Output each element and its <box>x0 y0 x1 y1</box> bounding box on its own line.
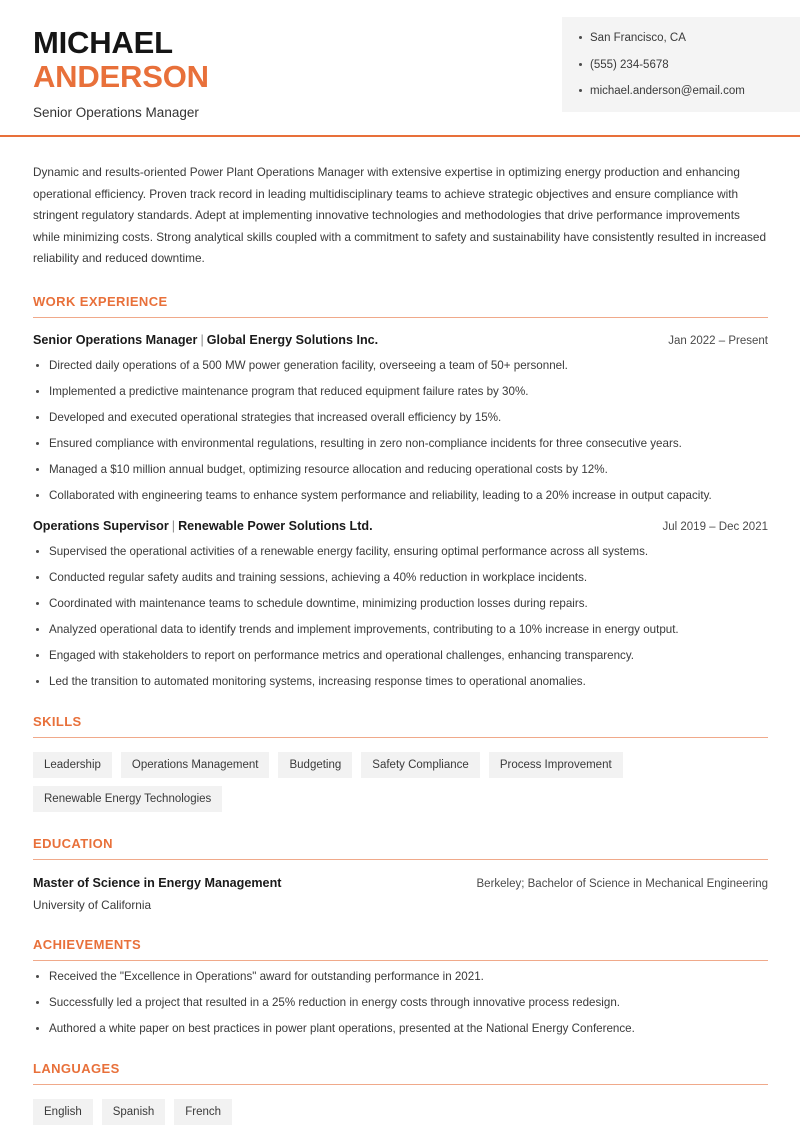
full-name <box>33 26 209 60</box>
language-pill-list <box>33 1099 773 1125</box>
work-bullet-item: Led the transition to automated monitoring systems, increasing response times to operational anomalies. <box>33 674 768 690</box>
work-bullet-item: Managed a $10 million annual budget, optimizing resource allocation and reducing operational costs by 12%. <box>33 462 768 478</box>
work-entry <box>33 518 768 690</box>
skill-pill-list <box>33 752 773 812</box>
section-title-work-experience: WORK EXPERIENCE <box>33 293 168 309</box>
section-languages <box>33 1061 768 1125</box>
skill-pill: Process Improvement <box>489 752 623 778</box>
resume-header <box>0 0 800 136</box>
last-name: ANDERSON <box>33 59 209 94</box>
work-entry-title <box>33 332 378 349</box>
first-name: MICHAEL <box>33 25 173 60</box>
achievement-item: Received the "Excellence in Operations" award for outstanding performance in 2021. <box>33 969 768 985</box>
work-bullet-item: Directed daily operations of a 500 MW power generation facility, overseeing a team of 50+ personnel. <box>33 358 768 374</box>
work-bullet-item: Engaged with stakeholders to report on performance metrics and operational challenges, enhancing transparency. <box>33 648 768 664</box>
work-entry-date: Jul 2019 – Dec 2021 <box>662 520 768 533</box>
work-bullet-item: Implemented a predictive maintenance program that reduced equipment failure rates by 30%. <box>33 384 768 400</box>
work-entry-header <box>33 518 768 536</box>
section-divider <box>33 317 768 318</box>
work-bullet-item: Coordinated with maintenance teams to schedule downtime, minimizing production losses during repairs. <box>33 596 768 612</box>
work-entry-bullets <box>33 544 768 690</box>
section-education <box>33 836 768 913</box>
section-skills <box>33 714 768 812</box>
contact-info-box <box>562 17 800 112</box>
education-entry-header <box>33 875 768 893</box>
work-entry-date: Jan 2022 – Present <box>668 334 768 347</box>
skill-pill: Safety Compliance <box>361 752 480 778</box>
skill-pill: Renewable Energy Technologies <box>33 786 222 812</box>
skill-pill: Leadership <box>33 752 112 778</box>
section-divider <box>33 960 768 961</box>
work-bullet-item: Collaborated with engineering teams to enhance system performance and reliability, leading to a 20% increase in output capacity. <box>33 488 768 504</box>
education-extra: Berkeley; Bachelor of Science in Mechanical Engineering <box>476 877 768 890</box>
work-entry-company: Global Energy Solutions Inc. <box>206 332 379 347</box>
section-divider <box>33 1084 768 1085</box>
section-work-experience <box>33 294 768 690</box>
language-pill: French <box>174 1099 232 1125</box>
headline-job-title: Senior Operations Manager <box>33 105 199 120</box>
skill-pill: Operations Management <box>121 752 270 778</box>
achievement-list <box>33 969 768 1037</box>
language-pill: Spanish <box>102 1099 166 1125</box>
work-bullet-item: Developed and executed operational strategies that increased overall efficiency by 15%. <box>33 410 768 426</box>
work-entry-separator: | <box>200 332 204 347</box>
work-entry-header <box>33 332 768 350</box>
work-entry-separator: | <box>171 518 176 533</box>
section-divider <box>33 737 768 738</box>
work-bullet-item: Supervised the operational activities of a renewable energy facility, ensuring optimal performance across all systems. <box>33 544 768 560</box>
section-divider <box>33 859 768 860</box>
section-title-achievements: ACHIEVEMENTS <box>33 936 142 952</box>
achievement-item: Authored a white paper on best practices in power plant operations, presented at the National Energy Conference. <box>33 1021 768 1037</box>
section-title-education: EDUCATION <box>33 835 113 851</box>
identity-block <box>33 26 209 121</box>
work-bullet-item: Conducted regular safety audits and training sessions, achieving a 40% reduction in workplace incidents. <box>33 570 768 586</box>
education-degree: Master of Science in Energy Management <box>33 875 282 890</box>
work-entry <box>33 332 768 504</box>
work-entry-bullets <box>33 358 768 504</box>
section-title-languages: LANGUAGES <box>33 1060 120 1076</box>
contact-list <box>562 31 800 98</box>
work-entry-company: Renewable Power Solutions Ltd. <box>178 518 373 533</box>
achievement-item: Successfully led a project that resulted in a 25% reduction in energy costs through innovative process redesign. <box>33 995 768 1011</box>
header-divider <box>0 135 800 137</box>
full-name-last-line <box>33 60 209 94</box>
language-pill: English <box>33 1099 93 1125</box>
work-bullet-item: Analyzed operational data to identify trends and implement improvements, contributing to a 10% increase in energy output. <box>33 622 768 638</box>
resume-content <box>0 162 800 1125</box>
section-achievements <box>33 937 768 1037</box>
professional-summary: Dynamic and results-oriented Power Plant Operations Manager with extensive expertise in optimizing energy production and enhancing operational efficiency. Proven track record in leading multidisciplinary teams to achieve strategic objectives and ensure compliance with stringent regulatory standards. Adept at implementing innovative technologies and methodologies that drive performance improvements while minimizing costs. Strong analytical skills coupled with a commitment to safety and sustainability have consistently resulted in increased reliability and reduced downtime. <box>33 165 767 265</box>
section-title-skills: SKILLS <box>33 713 82 729</box>
skill-pill: Budgeting <box>278 752 352 778</box>
work-bullet-item: Ensured compliance with environmental regulations, resulting in zero non-compliance incidents for three consecutive years. <box>33 436 768 452</box>
education-school: University of California <box>33 897 152 912</box>
work-entry-role: Operations Supervisor <box>33 518 169 533</box>
work-entry-title <box>33 518 373 535</box>
contact-item: San Francisco, CA <box>590 31 790 45</box>
contact-item: (555) 234-5678 <box>590 58 790 72</box>
work-entry-role: Senior Operations Manager <box>33 332 198 347</box>
contact-item: michael.anderson@email.com <box>590 84 790 98</box>
work-entry-list <box>33 332 768 690</box>
